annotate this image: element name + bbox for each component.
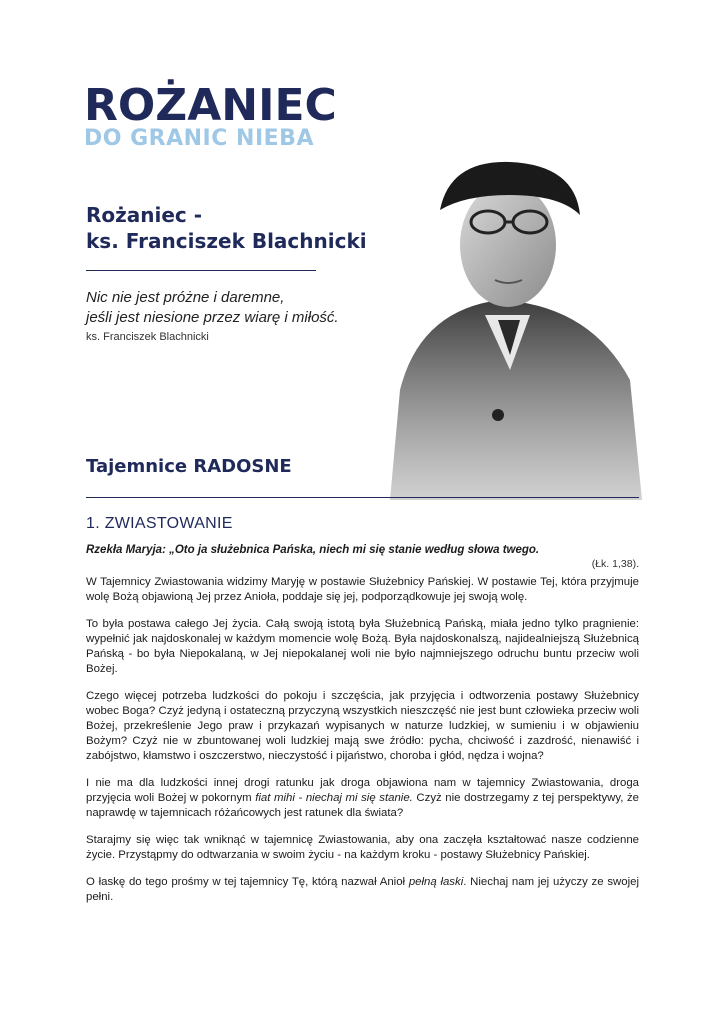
paragraph-part: I nie ma dla ludzkości innej drogi ratunku jak droga objawiona nam w tajemnicy Zwiastowania, droga przyjęcia woli Bożej w pokornym — [86, 777, 639, 804]
paragraph: Starajmy się więc tak wniknąć w tajemnicę Zwiastowania, aby ona zaczęła kształtować nasze codzienne życie. Przystąpmy do odtwarzania w swoim życiu - na każdym kroku - postawy Służebnicy Pańskiej. — [86, 834, 639, 861]
paragraph-part: Czyż nie dostrzegamy z tej perspektywy, że naprawdę w tajemnicach różańcowych jest ratunek dla świata? — [86, 792, 639, 819]
page-title-line2: ks. Franciszek Blachnicki — [86, 229, 367, 253]
scripture-intro: Rzekła Maryja: — [86, 544, 170, 556]
paragraph-part: O łaskę do tego prośmy w tej tajemnicy Tę, którą nazwał Anioł — [86, 876, 409, 888]
body-text — [86, 575, 639, 917]
logo-subtitle: DO GRANIC NIEBA — [84, 126, 314, 151]
logo-title: ROŻANIEC — [84, 80, 337, 131]
scripture-reference: (Łk. 1,38). — [591, 558, 639, 570]
title-divider — [86, 270, 316, 271]
mystery-title: 1. ZWIASTOWANIE — [86, 515, 233, 532]
emphasis: pełną łaski — [408, 876, 464, 888]
scripture-quote — [86, 543, 639, 558]
logo — [84, 80, 337, 152]
quote-line2: jeśli jest niesione przez wiarę i miłość. — [86, 309, 339, 326]
section-title: Tajemnice RADOSNE — [86, 456, 292, 477]
quote — [86, 288, 386, 328]
section-divider — [86, 497, 639, 498]
paragraph: W Tajemnicy Zwiastowania widzimy Maryję w postawie Służebnicy Pańskiej. W postawie Tej, która przyjmuje wolę Bożą objawioną Jej przez Anioła, poddaje się jej, podporządkowuje jej swoją wolę. — [86, 576, 639, 603]
emphasis: fiat mihi - niechaj mi się stanie. — [255, 792, 413, 804]
quote-author: ks. Franciszek Blachnicki — [86, 331, 209, 343]
portrait-image — [380, 140, 642, 500]
scripture-verse: „Oto ja służebnica Pańska, niech mi się stanie według słowa twego. — [169, 544, 540, 556]
paragraph — [86, 776, 639, 821]
page-title — [86, 202, 367, 254]
page-title-line1: Rożaniec - — [86, 203, 203, 227]
paragraph: To była postawa całego Jej życia. Całą swoją istotą była Służebnicą Pańską, miała jedno tylko pragnienie: wypełnić jak najdoskonalej w każdym momencie wolę Bożą. Była najdoskonalszą, najidealniejszą Służebnicą Pańską - bo była Niepokalaną, w Jej niepokalanej woli nie było najmniejszego odruchu buntu przeciw woli Bożej. — [86, 618, 639, 675]
paragraph — [86, 875, 639, 905]
paragraph-part: . Niechaj nam jej użyczy ze swojej pełni. — [86, 876, 639, 903]
quote-line1: Nic nie jest próżne i daremne, — [86, 289, 285, 306]
paragraph: Czego więcej potrzeba ludzkości do pokoju i szczęścia, jak przyjęcia i odtworzenia postawy Służebnicy wobec Boga? Czyż jedyną i ostateczną przyczyną wszystkich nieszczęść nie jest bunt człowieka przeciw woli Bożej, przekreślenie Jego praw i przykazań wypisanych w naturze ludzkiej, w sumieniu i w objawieniu Bożym? Czyż nie w zbuntowanej woli ludzkiej mają swe źródło: pycha, chciwość i zazdrość, nienawiść i zabójstwo, kłamstwo i oszczerstwo, nieczystość i pijaństwo, choroba i głód, nędza i wojna? — [86, 690, 639, 762]
